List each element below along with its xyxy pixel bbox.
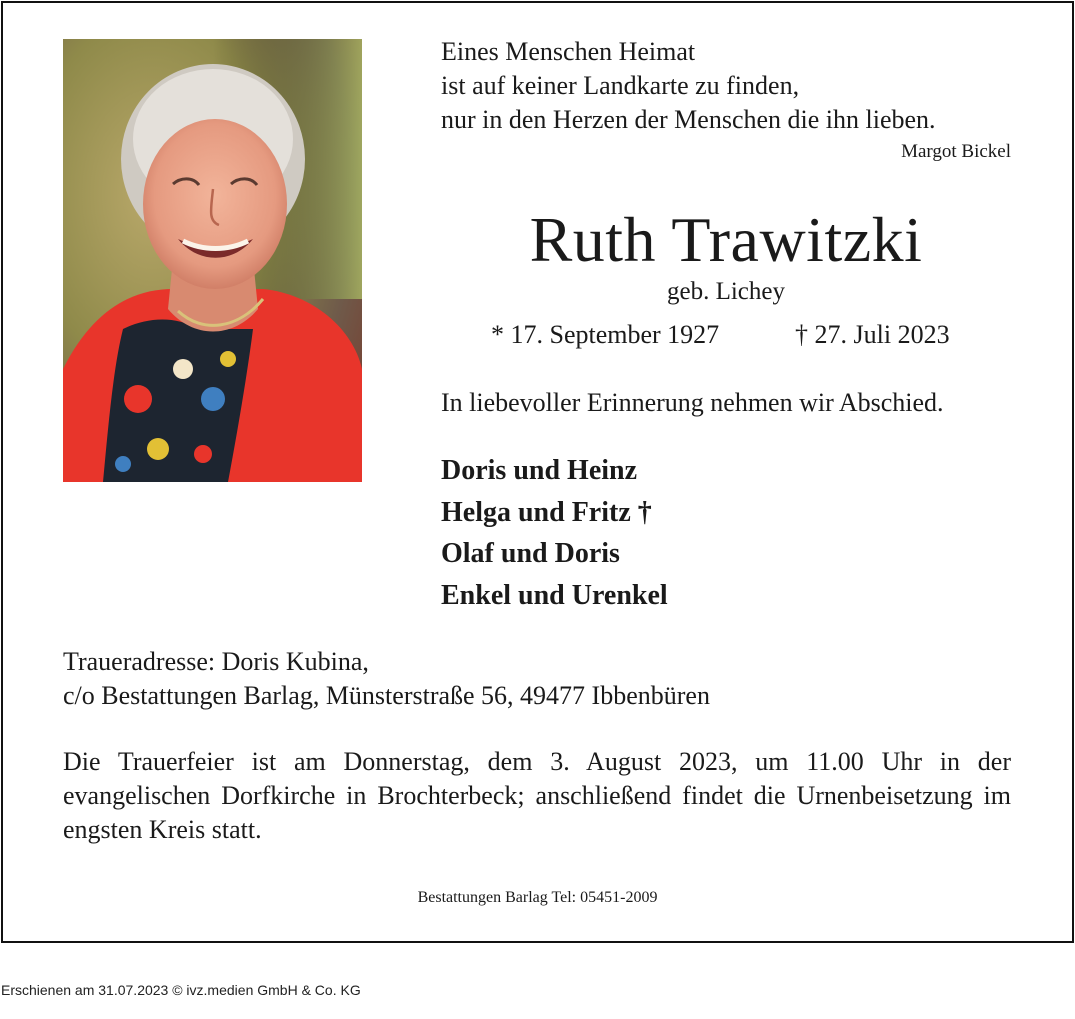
death-date: † 27. Juli 2023 [795, 320, 950, 349]
quote-line: ist auf keiner Landkarte zu finden, [441, 71, 800, 100]
quote-author: Margot Bickel [901, 141, 1011, 162]
funeral-service-info: Die Trauerfeier ist am Donnerstag, dem 3. August 2023, um 11.00 Uhr in der evangelischen Dorfkirche in Brochterbeck; anschließend findet die Urnenbeisetzung im engsten Kreis statt. [63, 747, 1011, 844]
mourner-name: Olaf und Doris [441, 538, 620, 569]
birth-date: * 17. September 1927 [491, 320, 720, 349]
address-line: Traueradresse: Doris Kubina, [63, 647, 369, 676]
memorial-quote [441, 35, 1011, 137]
funeral-home-contact: Bestattungen Barlag Tel: 05451-2009 [417, 889, 658, 906]
portrait-illustration [63, 39, 362, 482]
maiden-name: geb. Lichey [666, 278, 785, 305]
address-line: c/o Bestattungen Barlag, Münsterstraße 56, 49477 Ibbenbüren [63, 681, 710, 710]
mourner-name: Doris und Heinz [441, 455, 638, 486]
mourner-name: Helga und Fritz † [441, 496, 652, 528]
quote-line: Eines Menschen Heimat [441, 37, 696, 66]
mourner-name: Enkel und Urenkel [441, 579, 668, 611]
mourning-address [63, 645, 710, 713]
mourners-list [441, 450, 668, 616]
publication-note: Erschienen am 31.07.2023 © ivz.medien GmbH & Co. KG [1, 982, 361, 998]
portrait-photo [63, 39, 362, 482]
farewell-text: In liebevoller Erinnerung nehmen wir Abschied. [441, 388, 944, 417]
deceased-name: Ruth Trawitzki [529, 204, 923, 275]
quote-line: nur in den Herzen der Menschen die ihn lieben. [441, 105, 936, 134]
